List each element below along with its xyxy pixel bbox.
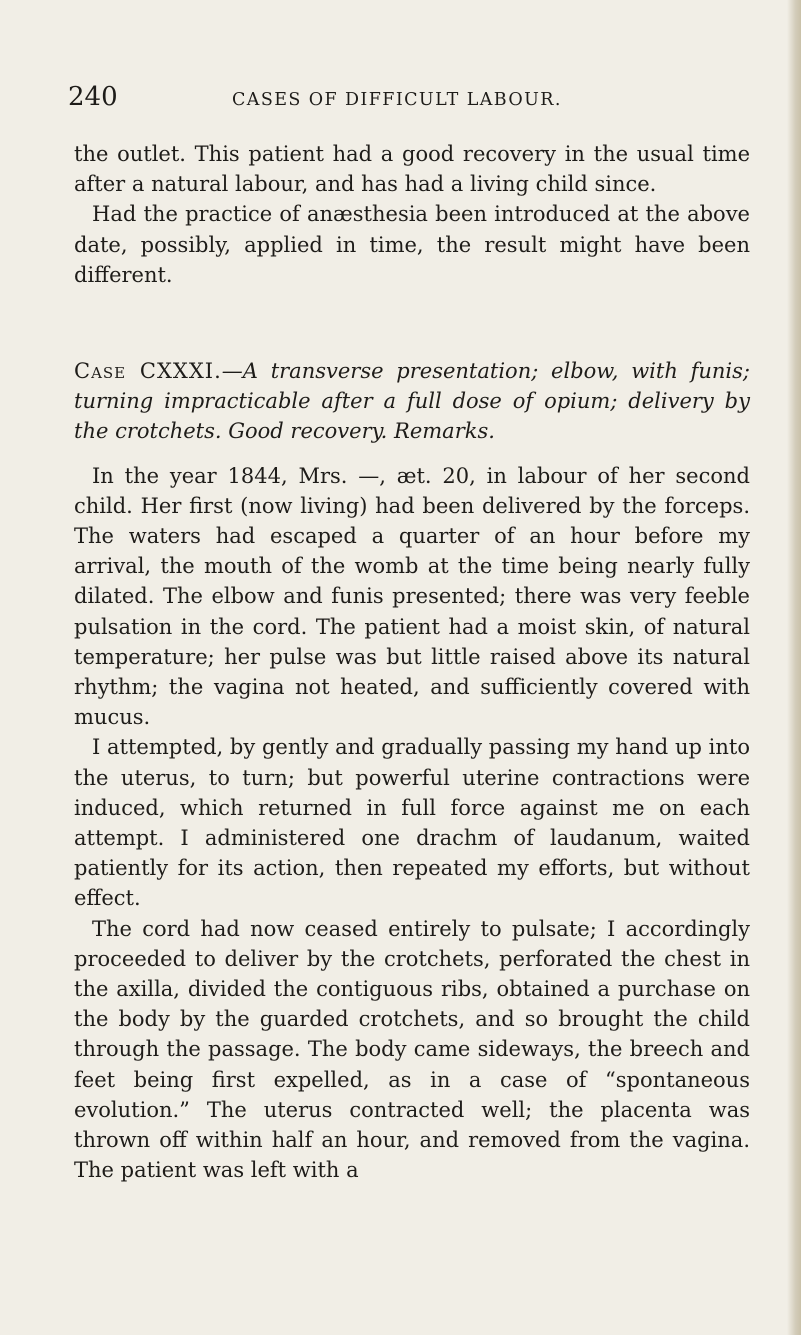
- heading-spacer: [74, 447, 750, 461]
- page-body: [74, 139, 750, 1186]
- case-title: —A transverse presentation; elbow, with funis; turning impracticable after a full dose of opium; delivery by the crotchets. Good recovery. Remarks.: [74, 359, 750, 444]
- page-number: 240: [68, 82, 118, 112]
- paragraph-continuation: the outlet. This patient had a good recovery in the usual time after a natural labour, and has had a living child since.: [74, 142, 750, 197]
- running-head: CASES OF DIFFICULT LABOUR.: [232, 90, 562, 110]
- page-edge-shadow: [787, 0, 801, 1335]
- paragraph-turning-attempt: I attempted, by gently and gradually passing my hand up into the uterus, to turn; but powerful uterine contractions were induced, which returned in full force against me on each attempt. I administered one drachm of laudanum, waited patiently for its action, then repeated my efforts, but without effect.: [74, 735, 750, 911]
- section-spacer: [74, 290, 750, 326]
- paragraph-delivery: The cord had now ceased entirely to pulsate; I accordingly proceeded to deliver by the crotchets, perforated the chest in the axilla, divided the contiguous ribs, obtained a purchase on the body by the guarded crotchets, and so brought the child through the passage. The body came sideways, the breech and feet being first expelled, as in a case of “spontaneous evolution.” The uterus contracted well; the placenta was thrown off within half an hour, and removed from the vagina. The patient was left with a: [74, 916, 750, 1183]
- paragraph-case-history: In the year 1844, Mrs. —, æt. 20, in labour of her second child. Her first (now living) had been delivered by the forceps. The waters had escaped a quarter of an hour before my arrival, the mouth of the womb at the time being nearly fully dilated. The elbow and funis presented; there was very feeble pulsation in the cord. The patient had a moist skin, of natural temperature; her pulse was but little raised above its natural rhythm; the vagina not heated, and sufficiently covered with mucus.: [74, 463, 750, 730]
- page-header: [68, 82, 768, 122]
- case-heading: [74, 356, 750, 447]
- paragraph-anaesthesia: Had the practice of anæsthesia been introduced at the above date, possibly, applied in time, the result might have been different.: [74, 202, 750, 287]
- case-number: Case CXXXI.: [74, 359, 222, 384]
